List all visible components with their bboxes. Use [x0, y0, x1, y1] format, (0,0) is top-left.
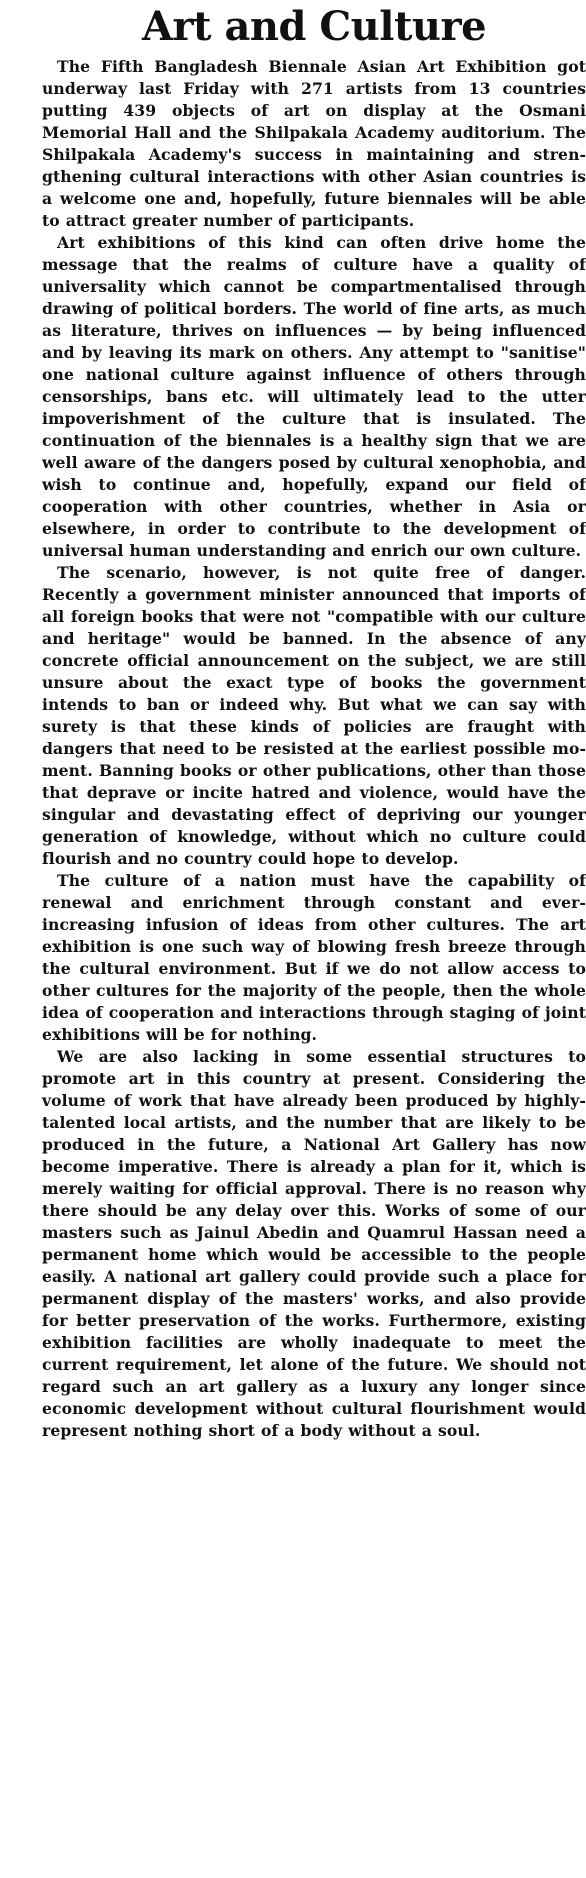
paragraph-universality-of-culture: Art exhibitions of this kind can often drive home the message that the realms of culture have a quality of universality which cannot be compartmentalised through drawing of political borders. The world of fine arts, as much as literature, thrives on influences — by being influenced and by leaving its mark on others. Any attempt to "sanitise" one national culture against influence of others through censorships, bans etc. will ultimately lead to the utter impoverishment of the culture that is insulated. The continuation of the biennales is a healthy sign that we are well aware of the dangers posed by cultural xenophobia, and wish to continue and, hopefully, expand our field of cooperation with other countries, whether in Asia or elsewhere, in order to contribute to the development of universal human understanding and enrich our own culture.: [42, 233, 586, 560]
paragraph-book-ban-danger: The scenario, however, is not quite free of danger. Recently a government minister announced that imports of all foreign books that were not "compatible with our culture and heritage" would be banned. In the absence of any concrete official announcement on the subject, we are still unsure about the exact type of books the government intends to ban or indeed why. But what we can say with surety is that these kinds of policies are fraught with dangers that need to be resisted at the earliest possible moment. Banning books or other publications, other than those that deprave or incite hatred and violence, would have the singular and devastating effect of depriving our younger generation of knowledge, without which no culture could flourish and no country could hope to develop.: [42, 563, 586, 868]
newspaper-editorial: [42, 0, 586, 1878]
paragraph-biennale-opening: The Fifth Bangladesh Biennale Asian Art Exhibition got underway last Friday with 271 artists from 13 countries putting 439 objects of art on display at the Osmani Memorial Hall and the Shilpakala Academy auditorium. The Shilpakala Academy's success in maintaining and strengthening cultural interactions with other Asian countries is a welcome one and, hopefully, future biennales will be able to attract greater number of participants.: [42, 57, 586, 230]
paragraph-national-art-gallery: We are also lacking in some essential structures to promote art in this country at present. Considering the volume of work that have already been produced by highly-talented local artists, and the number that are likely to be produced in the future, a National Art Gallery has now become imperative. There is already a plan for it, which is merely waiting for official approval. There is no reason why there should be any delay over this. Works of some of our masters such as Jainul Abedin and Quamrul Hassan need a permanent home which would be accessible to the people easily. A national art gallery could provide such a place for permanent display of the masters' works, and also provide for better preservation of the works. Furthermore, existing exhibition facilities are wholly inadequate to meet the current requirement, let alone of the future. We should not regard such an art gallery as a luxury any longer since economic development without cultural flourishment would represent nothing short of a body without a soul.: [42, 1047, 586, 1440]
headline: Art and Culture: [141, 3, 487, 50]
article-body: [42, 56, 586, 1442]
paragraph-cultural-renewal: The culture of a nation must have the capability of renewal and enrichment through constant and ever-increasing infusion of ideas from other cultures. The art exhibition is one such way of blowing fresh breeze through the cultural environment. But if we do not allow access to other cultures for the majority of the people, then the whole idea of cooperation and interactions through staging of joint exhibitions will be for nothing.: [42, 871, 586, 1044]
